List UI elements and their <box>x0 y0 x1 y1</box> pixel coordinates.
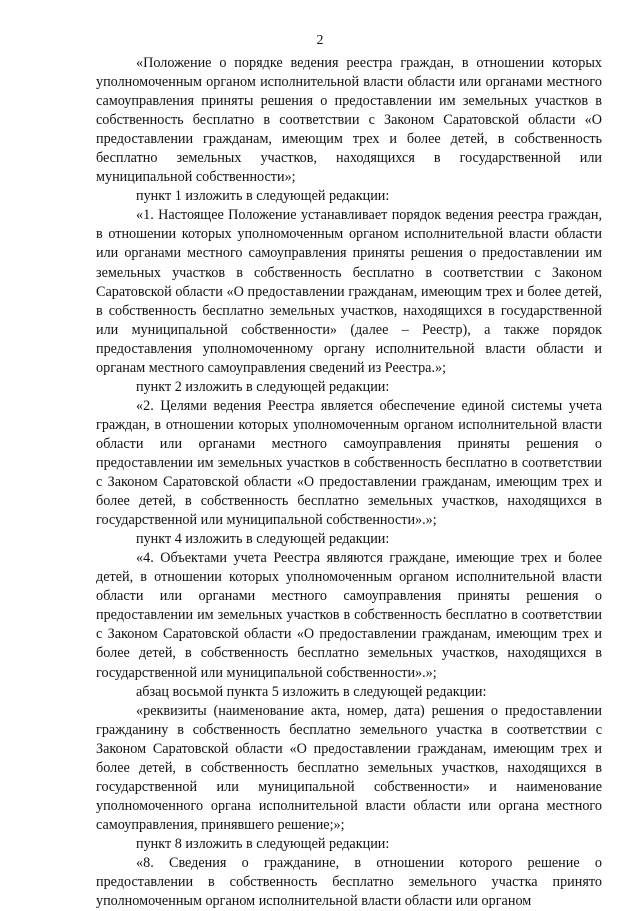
paragraph-point-5-details: «реквизиты (наименование акта, номер, дата) решения о предоставлении гражданину в собственность бесплатно земельного участка в соответствии с Законом Саратовской области «О предоставлении гражданам, имеющим трех и более детей, в собственность бесплатно земельных участков, находящихся в государственной или муниципальной собственности» и наименование уполномоченного органа исполнительной власти области или органа местного самоуправления, принявшего решение;»; <box>96 702 602 833</box>
instruction-point-4: пункт 4 изложить в следующей редакции: <box>136 531 390 548</box>
instruction-point-1: пункт 1 изложить в следующей редакции: <box>136 188 390 205</box>
document-body <box>96 54 602 911</box>
paragraph-point-8: «8. Сведения о гражданине, в отношении которого решение о предоставлении в собственность бесплатно земельного участка принято уполномоченным органом исполнительной власти области или органом <box>96 854 602 910</box>
page-number: 2 <box>316 33 324 48</box>
paragraph-point-2: «2. Целями ведения Реестра является обеспечение единой системы учета граждан, в отношении которых уполномоченным органом исполнительной власти области или органами местного самоуправления приняты решения о предоставлении им земельных участков в собственность бесплатно в соответствии с Законом Саратовской области «О предоставлении гражданам, имеющим трех и более детей, в собственность бесплатно земельных участков, находящихся в государственной или муниципальной собственности».»; <box>96 397 602 529</box>
paragraph-regulation-title: «Положение о порядке ведения реестра граждан, в отношении которых уполномоченным органом исполнительной власти области или органами местного самоуправления приняты решения о предоставлении им земельных участков в собственность бесплатно в соответствии с Законом Саратовской области «О предоставлении гражданам, имеющим трех и более детей, в собственность бесплатно земельных участков, находящихся в государственной или муниципальной собственности»; <box>96 55 602 186</box>
paragraph-point-4: «4. Объектами учета Реестра являются граждане, имеющие трех и более детей, в отношении которых уполномоченным органом исполнительной власти области или органами местного самоуправления приняты решения о предоставлении им земельных участков в собственность бесплатно в соответствии с Законом Саратовской области «О предоставлении гражданам, имеющим трех и более детей, в собственность бесплатно земельных участков, находящихся в государственной или муниципальной собственности».»; <box>96 550 602 681</box>
instruction-point-2: пункт 2 изложить в следующей редакции: <box>136 378 390 395</box>
instruction-point-5: абзац восьмой пункта 5 изложить в следующей редакции: <box>136 683 487 700</box>
instruction-point-8: пункт 8 изложить в следующей редакции: <box>136 835 390 852</box>
paragraph-point-1: «1. Настоящее Положение устанавливает порядок ведения реестра граждан, в отношении которых уполномоченным органом исполнительной власти области или органами местного самоуправления приняты решения о предоставлении им земельных участков в собственность бесплатно в соответствии с Законом Саратовской области «О предоставлении гражданам, имеющим трех и более детей, в собственность бесплатно земельных участков, находящихся в государственной или муниципальной собственности» (далее – Реестр), а также порядок предоставления уполномоченному органу исполнительной власти области и органам местного самоуправления сведений из Реестра.»; <box>96 207 602 376</box>
